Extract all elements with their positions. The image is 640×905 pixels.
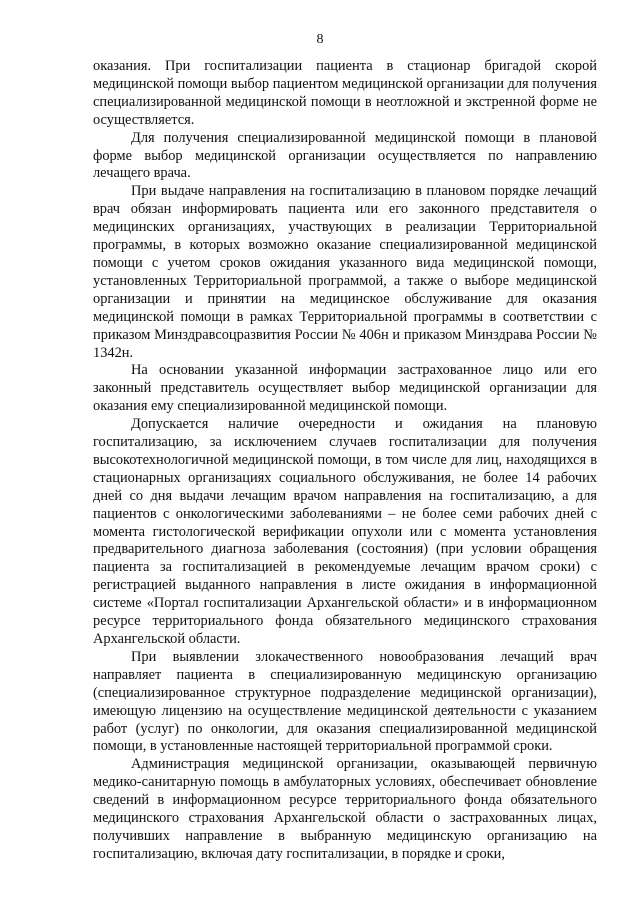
paragraph-planned-selection: Для получения специализированной медицинской помощи в плановой форме выбор медицинской организации осуществляется по направлению лечащего врача. bbox=[93, 129, 597, 182]
paragraph-administration-duties: Администрация медицинской организации, оказывающей первичную медико-санитарную помощь в амбулаторных условиях, обеспечивает обновление сведений в информационном ресурсе территориального фонда обязательного медицинского страхования Архангельской области о застрахованных лицах, получивших направление в выбранную медицинскую организацию на госпитализацию, включая дату госпитализации, в порядке и сроки, bbox=[93, 756, 597, 862]
paragraph-waiting-time: Допускается наличие очередности и ожидания на плановую госпитализацию, за исключением случаев госпитализации для получения высокотехнологичной медицинской помощи, в том числе для лиц, находящихся в стационарных организациях социального обслуживания, не более 14 рабочих дней со дня выдачи лечащим врачом направления на госпитализацию, а для пациентов с онкологическими заболеваниями – не более семи рабочих дней с момента гистологической верификации опухоли или с момента установления предварительного диагноза заболевания (состояния) (при условии обращения пациента за госпитализацией в рекомендуемые лечащим врачом сроки) с регистрацией выданного направления в листе ожидания в информационной системе «Портал госпитализации Архангельской области» и в информационном ресурсе территориального фонда обязательного медицинского страхования Архангельской области. bbox=[93, 416, 597, 647]
paragraph-oncology-referral: При выявлении злокачественного новообразования лечащий врач направляет пациента в специализированную медицинскую организацию (специализированное структурное подразделение медицинской организации), имеющую лицензию на осуществление медицинской деятельности с указанием работ (услуг) по онкологии, для оказания специализированной медицинской помощи, в установленные настоящей территориальной программой сроки. bbox=[93, 648, 597, 755]
paragraph-hospitalization-emergency: оказания. При госпитализации пациента в стационар бригадой скорой медицинской помощи выбор пациентом медицинской организации для получения специализированной медицинской помощи в неотложной и экстренной форме не осуществляется. bbox=[93, 58, 597, 128]
page-number: 8 bbox=[316, 32, 324, 47]
paragraph-referral-information: При выдаче направления на госпитализацию в плановом порядке лечащий врач обязан информировать пациента или его законного представителя о медицинских организациях, участвующих в реализации Территориальной программы, в которых возможно оказание специализированной медицинской помощи с учетом сроков ожидания указанного вида медицинской помощи, установленных Территориальной программой, а также о выборе медицинской организации и принятии на медицинское обслуживание для оказания медицинской помощи в рамках Территориальной программы в соответствии с приказом Минздравсоцразвития России № 406н и приказом Минздрава России № 1342н. bbox=[93, 183, 597, 361]
paragraph-patient-choice: На основании указанной информации застрахованное лицо или его законный представитель осуществляет выбор медицинской организации для оказания ему специализированной медицинской помощи. bbox=[93, 362, 597, 415]
document-body bbox=[93, 58, 597, 864]
